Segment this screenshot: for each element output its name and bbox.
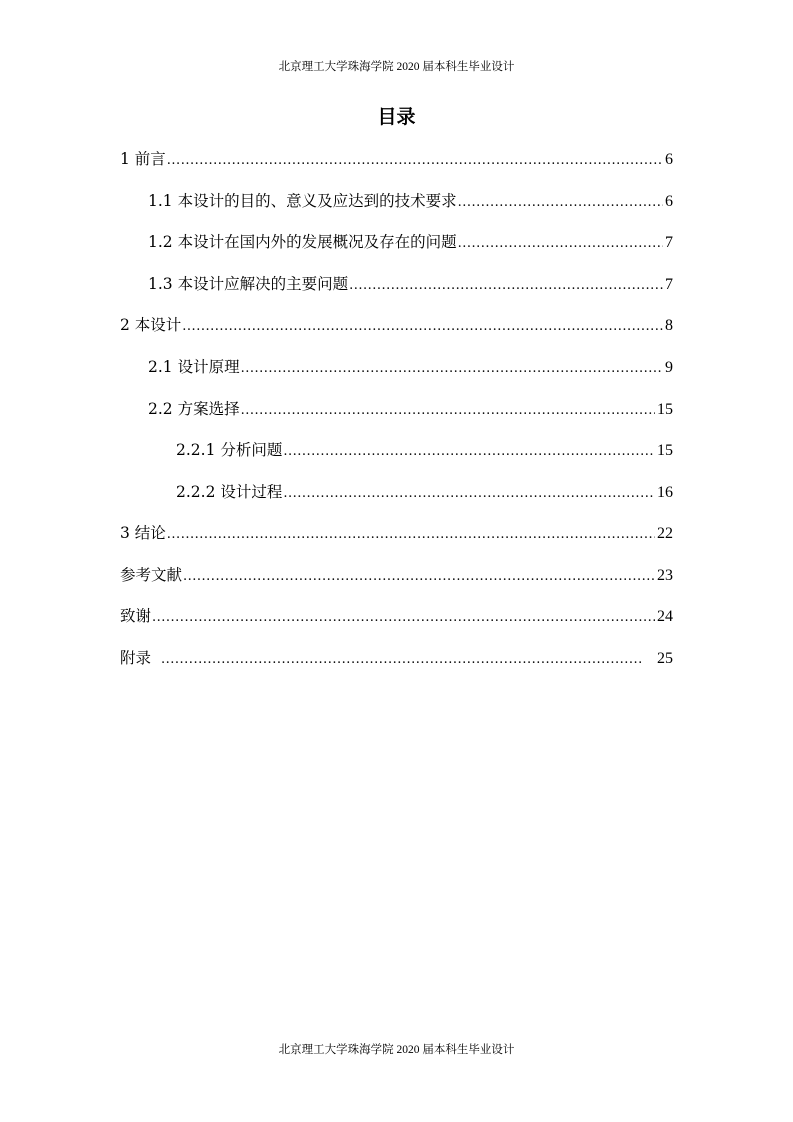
toc-entry-page: 25 [657,650,673,667]
toc-entry-label: 致谢 [120,607,152,625]
toc-title: 目录 [377,106,416,128]
dot-leader [152,606,655,630]
toc-entry-page: 15 [657,401,673,418]
toc-entry-page: 22 [657,525,673,542]
toc-entry-3[interactable] [120,521,673,545]
dot-leader [349,274,663,298]
toc-entry-2-2-2[interactable] [176,480,673,504]
toc-entry-1[interactable] [120,147,673,171]
toc-entry-label: 1 前言 [120,150,166,168]
dot-leader [458,232,663,256]
toc-entry-label: 参考文献 [120,566,183,584]
toc-entry-1-1[interactable] [148,189,673,213]
dot-leader [161,648,643,672]
toc-entry-page: 7 [665,276,673,293]
dot-leader [241,399,655,423]
toc-entry-1-2[interactable] [148,230,673,254]
dot-leader [283,482,655,506]
dot-leader [167,149,663,173]
toc-entry-label: 1.1 本设计的目的、意义及应达到的技术要求 [148,192,457,210]
toc-entry-2-2-1[interactable] [176,438,673,462]
toc-entry-label: 3 结论 [120,524,166,542]
toc-entry-label: 2.2.2 设计过程 [176,483,283,501]
toc-entry-page: 7 [665,234,673,251]
toc-entry-2-2[interactable] [148,397,673,421]
toc-entry-2-1[interactable] [148,355,673,379]
toc-entry-label: 1.3 本设计应解决的主要问题 [148,275,349,293]
toc-entry-acknowledgements[interactable] [120,604,673,628]
toc-entry-appendix[interactable] [120,646,673,670]
page-footer: 北京理工大学珠海学院 2020 届本科生毕业设计 [278,1044,515,1056]
toc-entry-page: 6 [665,151,673,168]
dot-leader [182,315,663,339]
toc-entry-references[interactable] [120,563,673,587]
dot-leader [458,191,663,215]
toc-entry-page: 8 [665,317,673,334]
page-header: 北京理工大学珠海学院 2020 届本科生毕业设计 [278,61,515,73]
toc-entry-label: 附录 [120,649,152,667]
toc-entry-page: 9 [665,359,673,376]
toc-entry-page: 15 [657,442,673,459]
toc-entry-label: 2.1 设计原理 [148,358,240,376]
toc-entry-page: 16 [657,484,673,501]
toc-entry-label: 2 本设计 [120,316,182,334]
toc-entry-label: 2.2.1 分析问题 [176,441,283,459]
dot-leader [241,357,663,381]
toc-entry-page: 24 [657,608,673,625]
dot-leader [283,440,655,464]
toc-entry-2[interactable] [120,313,673,337]
toc-entry-page: 6 [665,193,673,210]
toc-entry-page: 23 [657,567,673,584]
toc-entry-label: 2.2 方案选择 [148,400,240,418]
dot-leader [183,565,655,589]
toc-entry-label: 1.2 本设计在国内外的发展概况及存在的问题 [148,233,457,251]
dot-leader [167,523,655,547]
toc-entry-1-3[interactable] [148,272,673,296]
